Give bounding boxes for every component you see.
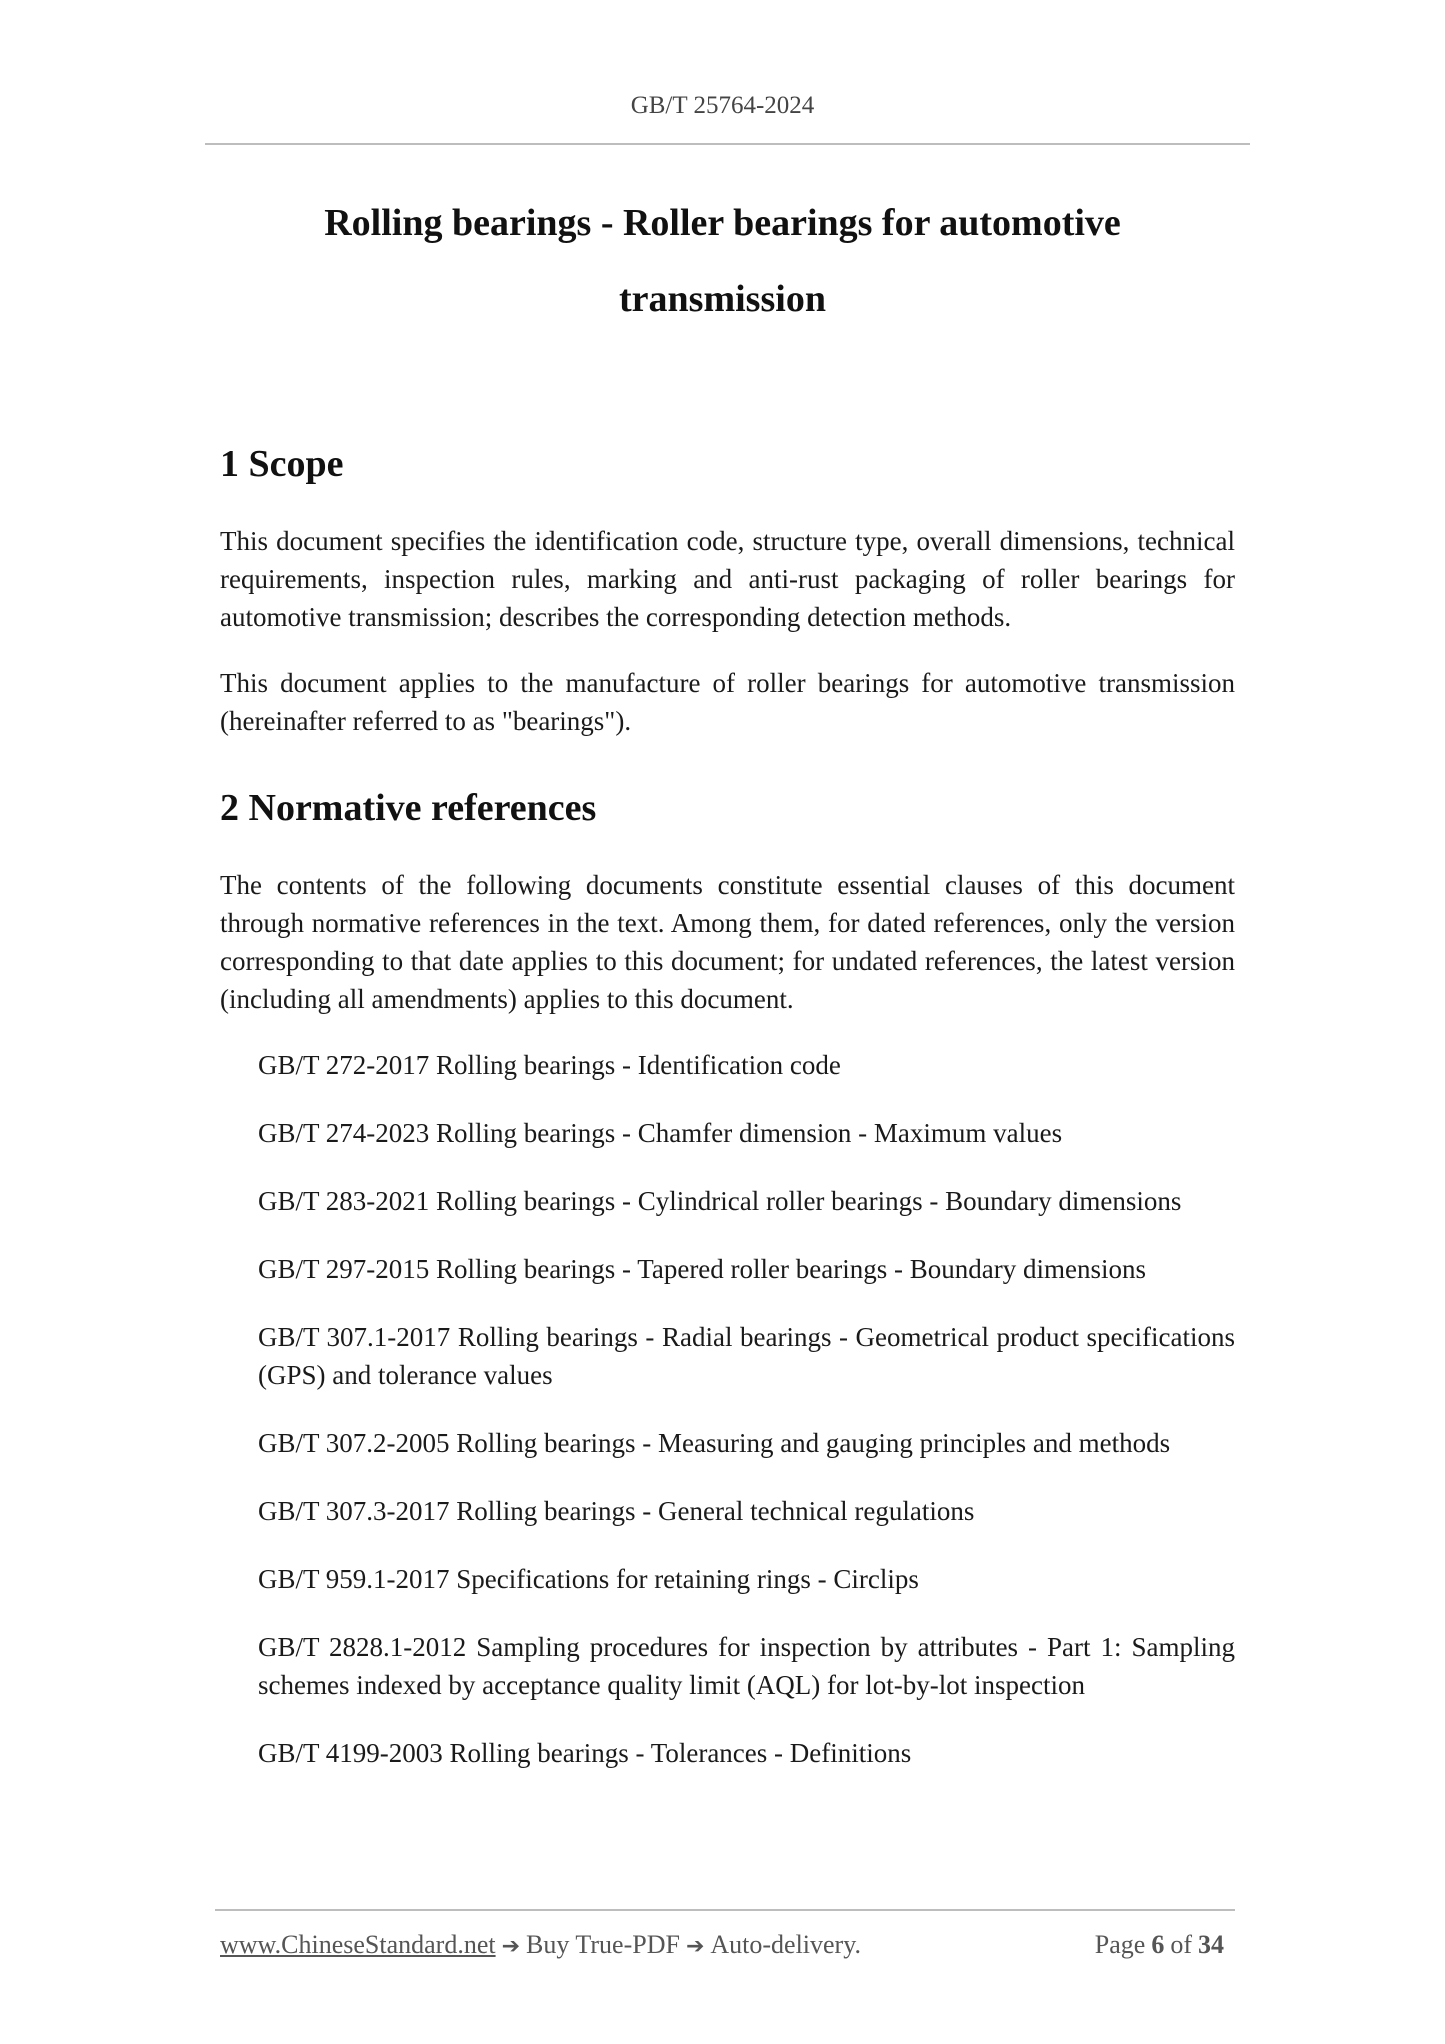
- site-link[interactable]: www.ChineseStandard.net: [220, 1930, 496, 1959]
- reference-item: GB/T 283-2021 Rolling bearings - Cylindrical roller bearings - Boundary dimensions: [258, 1186, 1182, 1216]
- of-label: of: [1170, 1930, 1192, 1959]
- running-header: GB/T 25764-2024: [630, 92, 815, 119]
- scope-paragraph-1: This document specifies the identification code, structure type, overall dimensions, technical requirements, inspection rules, marking and anti-rust packaging of roller bearings for automotive transmission; describes the corresponding detection methods.: [220, 526, 1235, 632]
- footer-divider: [215, 1909, 1235, 1911]
- auto-delivery-text: Auto-delivery.: [710, 1930, 862, 1959]
- buy-true-pdf-text: Buy True-PDF: [526, 1930, 680, 1959]
- total-pages-number: 34: [1198, 1930, 1224, 1959]
- reference-list: [220, 1046, 1235, 1772]
- page-label: Page: [1094, 1930, 1146, 1959]
- reference-item: GB/T 2828.1-2012 Sampling procedures for inspection by attributes - Part 1: Sampling schemes indexed by acceptance quality limit (AQL) for lot-by-lot inspection: [258, 1632, 1235, 1700]
- normative-references-intro: The contents of the following documents constitute essential clauses of this document through normative references in the text. Among them, for dated references, only the version corresponding to that date applies to this document; for undated references, the latest version (including all amendments) applies to this document.: [220, 870, 1235, 1014]
- reference-item: GB/T 307.1-2017 Rolling bearings - Radial bearings - Geometrical product specifications (GPS) and tolerance values: [258, 1322, 1235, 1390]
- reference-item: GB/T 307.2-2005 Rolling bearings - Measuring and gauging principles and methods: [258, 1428, 1171, 1458]
- document-body: [220, 438, 1235, 1802]
- section-heading-scope: 1 Scope: [220, 443, 344, 485]
- section-heading-normative-references: 2 Normative references: [220, 787, 597, 829]
- reference-item: GB/T 272-2017 Rolling bearings - Identification code: [258, 1050, 841, 1080]
- arrow-right-icon: ➔: [501, 1934, 521, 1959]
- reference-item: GB/T 307.3-2017 Rolling bearings - General technical regulations: [258, 1496, 975, 1526]
- scope-paragraph-2: This document applies to the manufacture of roller bearings for automotive transmission (hereinafter referred to as "bearings").: [220, 668, 1235, 736]
- page-indicator: [1095, 1930, 1230, 1960]
- reference-item: GB/T 959.1-2017 Specifications for retaining rings - Circlips: [258, 1564, 919, 1594]
- footer-promo: [220, 1930, 861, 1960]
- reference-item: GB/T 274-2023 Rolling bearings - Chamfer dimension - Maximum values: [258, 1118, 1063, 1148]
- reference-item: GB/T 4199-2003 Rolling bearings - Tolerances - Definitions: [258, 1738, 912, 1768]
- current-page-number: 6: [1151, 1930, 1165, 1959]
- document-title: Rolling bearings - Roller bearings for automotive transmission: [324, 202, 1121, 320]
- reference-item: GB/T 297-2015 Rolling bearings - Tapered roller bearings - Boundary dimensions: [258, 1254, 1146, 1284]
- header-divider: [205, 143, 1250, 145]
- arrow-right-icon: ➔: [685, 1934, 705, 1959]
